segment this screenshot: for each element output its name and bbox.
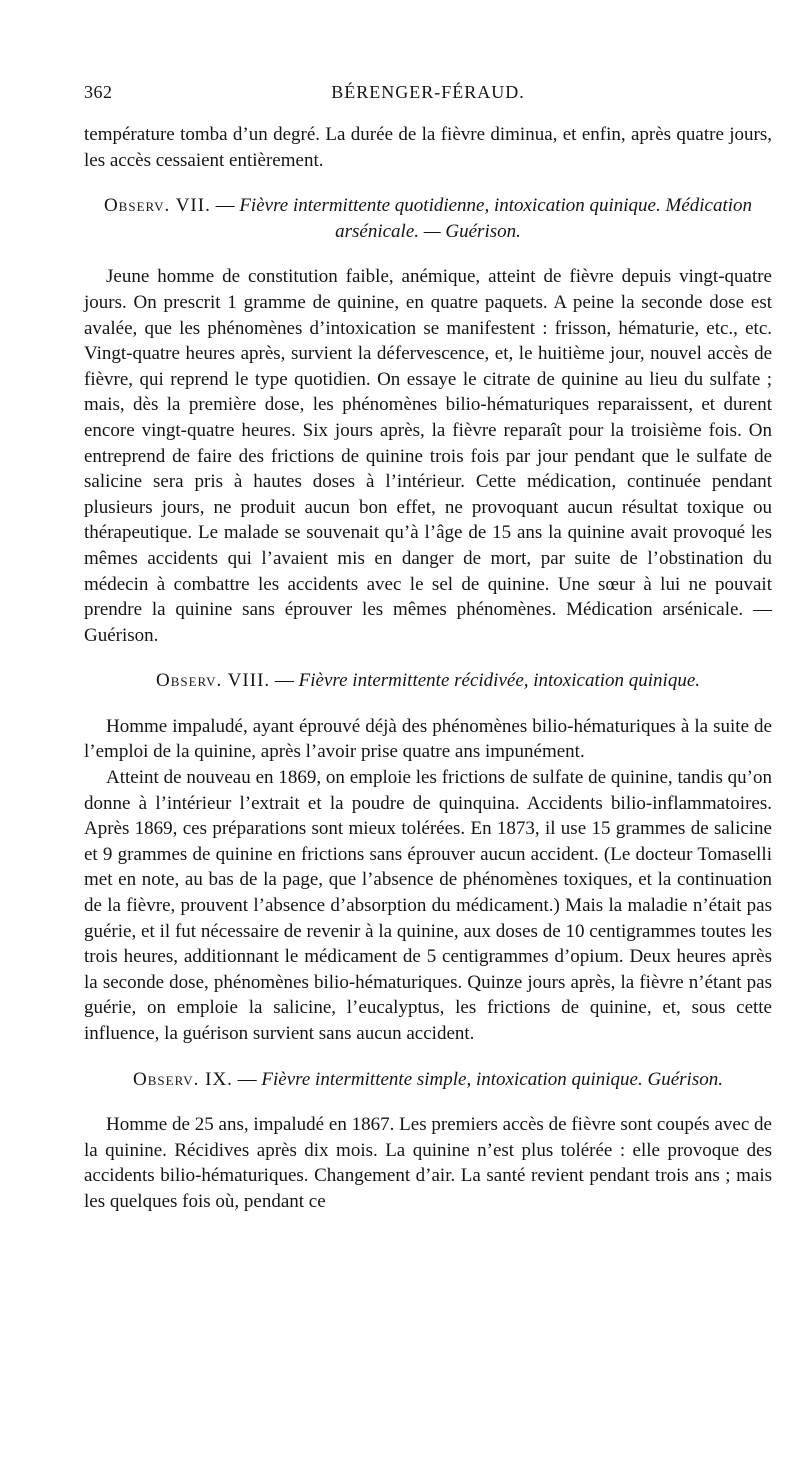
observation-8-label: Observ. VIII.	[155, 670, 271, 692]
observation-9-heading	[84, 1067, 772, 1093]
observation-8-heading	[84, 668, 772, 694]
page-number: 362	[84, 82, 113, 102]
observation-8-dash: —	[270, 670, 299, 692]
observation-7-title: Fièvre intermittente quotidienne, intoxication quinique. Médication arsénicale. — Guérison.	[239, 195, 753, 242]
observation-7-text: Jeune homme de constitution faible, anémique, atteint de fièvre depuis vingt-quatre jours. On prescrit 1 gramme de quinine, en quatre paquets. A peine la seconde dose est avalée, que les phénomènes d’intoxication se manifestent : frisson, hématurie, etc., etc. Vingt-quatre heures après, survient la défervescence, et, le huitième jour, nouvel accès de fièvre, qui reprend le type quotidien. On essaye le citrate de quinine au lieu du sulfate ; mais, dès la première dose, les phénomènes bilio-hématuriques reparaissent, et durent encore vingt-quatre heures. Six jours après, la fièvre reparaît pour la troisième fois. On entreprend de faire des frictions de quinine trois fois par jour pendant que le sulfate de salicine sera pris à hautes doses à l’intérieur. Cette médication, continuée pendant plusieurs jours, ne produit aucun bon effet, ne provoquant aucun résultat toxique ou thérapeutique. Le malade se souvenait qu’à l’âge de 15 ans la quinine avait provoqué les mêmes accidents qui l’avaient mis en danger de mort, par suite de l’obstination du médecin à combattre les accidents avec le sel de quinine. Une sœur à lui ne pouvait prendre la quinine sans éprouver les mêmes phénomènes. Médication arsénicale. — Guérison.	[84, 266, 772, 646]
observation-7-dash: —	[210, 195, 240, 217]
observation-7-label: Observ. VII.	[103, 195, 211, 217]
paragraph-continuation: température tomba d’un degré. La durée de la fièvre diminua, et enfin, après quatre jours, les accès cessaient entièrement.	[84, 124, 772, 171]
observation-9-dash: —	[232, 1068, 262, 1090]
running-head	[84, 80, 772, 108]
observation-8-text-1: Homme impaludé, ayant éprouvé déjà des phénomènes bilio-hématuriques à la suite de l’emploi de la quinine, après l’avoir prise quatre ans impunément.	[84, 715, 772, 763]
observation-8-title: Fièvre intermittente récidivée, intoxication quinique.	[298, 670, 701, 692]
observation-7-heading	[84, 193, 772, 244]
running-title: BÉRENGER-FÉRAUD.	[331, 82, 525, 102]
observation-9-label: Observ. IX.	[133, 1068, 233, 1090]
page-body	[84, 122, 772, 1215]
observation-9-text: Homme de 25 ans, impaludé en 1867. Les premiers accès de fièvre sont coupés avec de la quinine. Récidives après dix mois. La quinine n’est plus tolérée : elle provoque des accidents bilio-hématuriques. Changement d’air. La santé revient pendant trois ans ; mais les quelques fois où, pendant ce	[84, 1114, 772, 1212]
observation-8-text-2: Atteint de nouveau en 1869, on emploie les frictions de sulfate de quinine, tandis qu’on donne à l’intérieur l’extrait et la poudre de quinquina. Accidents bilio-inflammatoires. Après 1869, ces préparations sont mieux tolérées. En 1873, il use 15 grammes de salicine et 9 grammes de quinine en frictions sans éprouver aucun accident. (Le docteur Tomaselli met en note, au bas de la page, que l’absence de phénomènes toxiques, et la continuation de la fièvre, prouvent l’absence d’absorption du médicament.) Mais la maladie n’était pas guérie, et il fut nécessaire de revenir à la quinine, aux doses de 10 centigrammes toutes les trois heures, additionnant le médicament de 5 centigrammes d’opium. Deux heures après la seconde dose, phénomènes bilio-hématuriques. Quinze jours après, la fièvre n’étant pas guérie, on emploie la salicine, l’eucalyptus, les frictions de quinine, et, sous cette influence, la guérison survient sans aucun accident.	[84, 767, 772, 1044]
observation-9-title: Fièvre intermittente simple, intoxication quinique. Guérison.	[261, 1068, 723, 1090]
